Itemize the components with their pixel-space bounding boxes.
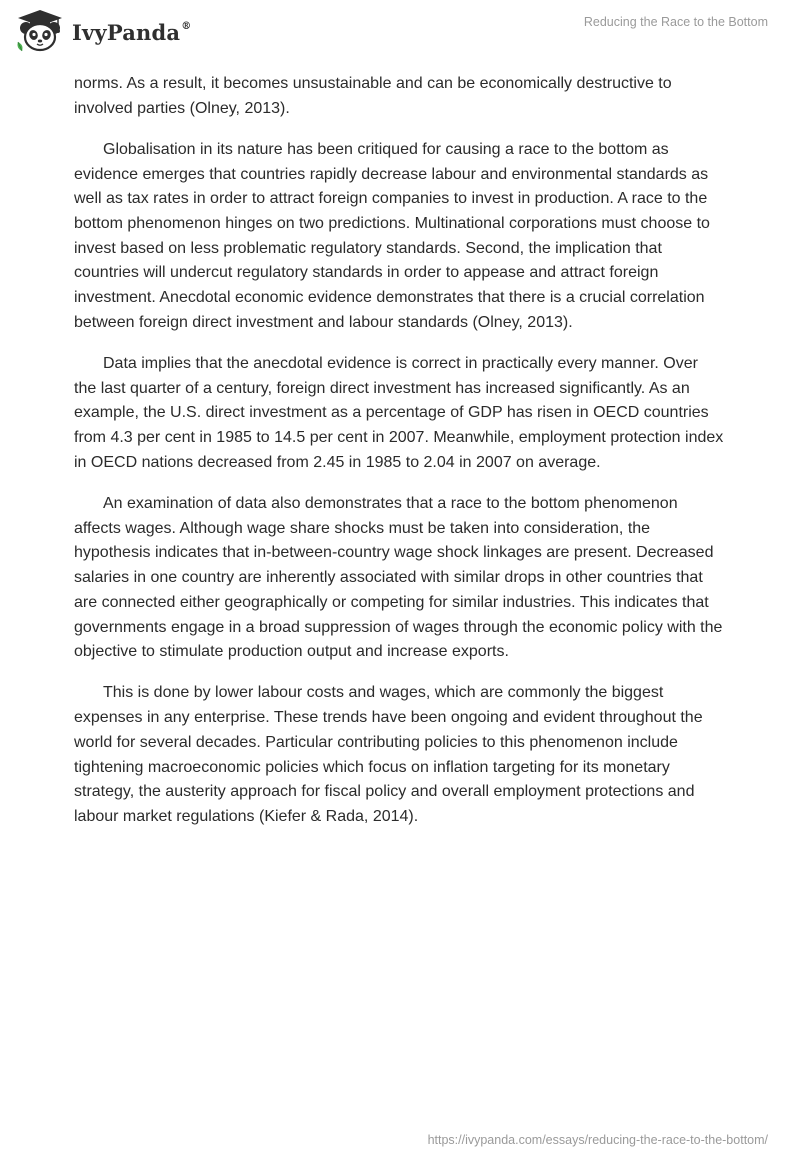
- brand-name: IvyPanda®: [72, 19, 192, 45]
- page-header: [0, 0, 800, 72]
- paragraph: An examination of data also demonstrates that a race to the bottom phenomenon affects wages. Although wage share shocks must be taken into consideration, the hypothesis indicates that in-between-country wage shock linkages are present. Decreased salaries in one country are inherently associated with similar drops in other countries that are connected either geographically or competing for similar industries. This indicates that governments engage in a broad suppression of wages through the economic policy with the objective to stimulate production output and increase exports.: [74, 495, 723, 661]
- source-url[interactable]: https://ivypanda.com/essays/reducing-the-race-to-the-bottom/: [427, 1133, 768, 1147]
- paragraph: This is done by lower labour costs and wages, which are commonly the biggest expenses in any enterprise. These trends have been ongoing and evident throughout the world for several decades. Particular contributing policies to this phenomenon include tightening macroeconomic policies which focus on inflation targeting for its monetary strategy, the austerity approach for fiscal policy and overall employment protections and labour market regulations (Kiefer & Rada, 2014).: [74, 684, 703, 825]
- page-title: Reducing the Race to the Bottom: [583, 15, 768, 29]
- panda-graduate-icon: [14, 8, 66, 52]
- paragraph: Data implies that the anecdotal evidence is correct in practically every manner. Over the last quarter of a century, foreign direct investment has increased significantly. As an example, the U.S. direct investment as a percentage of GDP has risen in OECD countries from 4.3 per cent in 1985 to 14.5 per cent in 2007. Meanwhile, employment protection index in OECD nations decreased from 2.45 in 1985 to 2.04 in 2007 on average.: [74, 355, 724, 471]
- registered-mark: ®: [181, 20, 192, 32]
- logo[interactable]: [14, 8, 191, 52]
- paragraph: Globalisation in its nature has been critiqued for causing a race to the bottom as evidence emerges that countries rapidly decrease labour and environmental standards as well as tax rates in order to attract foreign companies to invest in production. A race to the bottom phenomenon hinges on two predictions. Multinational corporations must choose to invest based on less problematic regulatory standards. Second, the implication that countries will undercut regulatory standards in order to appease and attract foreign investment. Anecdotal economic evidence demonstrates that there is a crucial correlation between foreign direct investment and labour standards (Olney, 2013).: [74, 140, 710, 331]
- article-body: [74, 72, 724, 846]
- paragraph: norms. As a result, it becomes unsustainable and can be economically destructive to involved parties (Olney, 2013).: [74, 75, 672, 117]
